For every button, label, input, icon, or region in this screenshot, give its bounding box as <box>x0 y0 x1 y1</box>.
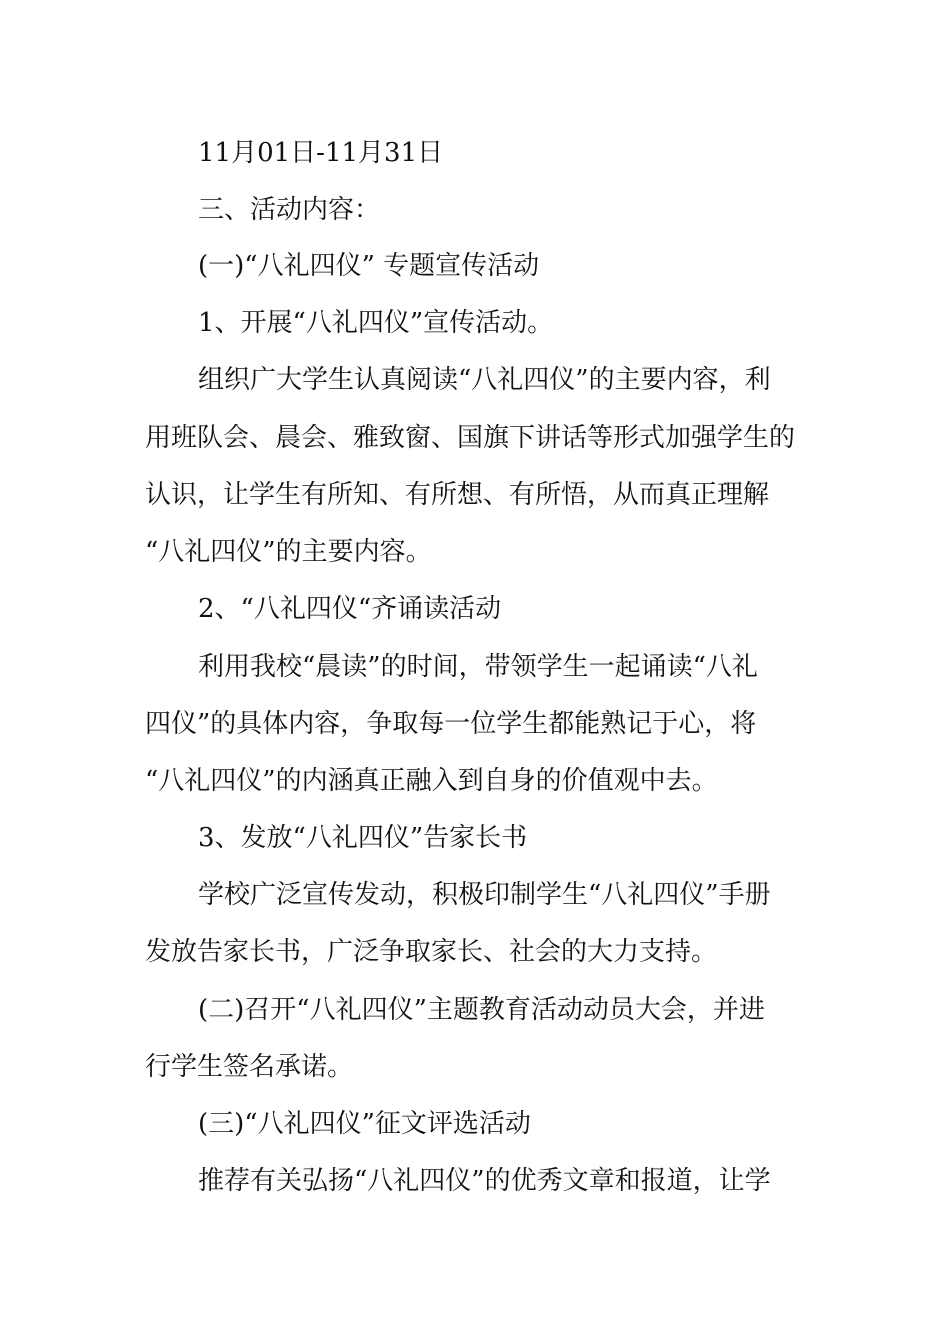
paragraph-line: “八礼四仪”的主要内容。 <box>145 537 432 567</box>
paragraph-line: 发放告家长书，广泛争取家长、社会的大力支持。 <box>145 937 718 967</box>
paragraph-line: 行学生签名承诺。 <box>145 1052 354 1082</box>
paragraph-line: 用班队会、晨会、雅致窗、国旗下讲话等形式加强学生的 <box>145 423 796 453</box>
paragraph-line: “八礼四仪”的内涵真正融入到自身的价值观中去。 <box>145 766 718 796</box>
subsection-heading: (一)“八礼四仪” 专题宣传活动 <box>198 251 540 281</box>
item-heading: 1、开展“八礼四仪”宣传活动。 <box>198 308 554 338</box>
paragraph-line: 利用我校“晨读”的时间，带领学生一起诵读“八礼 <box>198 652 758 682</box>
item-heading: 2、“八礼四仪“齐诵读活动 <box>198 594 502 624</box>
paragraph-line: 四仪”的具体内容，争取每一位学生都能熟记于心，将 <box>145 709 757 739</box>
paragraph-line: 组织广大学生认真阅读“八礼四仪”的主要内容，利 <box>198 365 771 395</box>
paragraph-line: 推荐有关弘扬“八礼四仪”的优秀文章和报道，让学 <box>198 1166 771 1196</box>
section-heading: 三、活动内容： <box>198 195 381 225</box>
paragraph-line: 认识，让学生有所知、有所想、有所悟，从而真正理解 <box>145 480 770 510</box>
subsection-heading: (二)召开“八礼四仪”主题教育活动动员大会，并进 <box>198 995 765 1025</box>
item-heading: 3、发放“八礼四仪”告家长书 <box>198 823 528 853</box>
date-range-line: 11月01日-11月31日 <box>198 138 444 168</box>
subsection-heading: (三)“八礼四仪”征文评选活动 <box>198 1109 531 1139</box>
paragraph-line: 学校广泛宣传发动，积极印制学生“八礼四仪”手册 <box>198 880 771 910</box>
